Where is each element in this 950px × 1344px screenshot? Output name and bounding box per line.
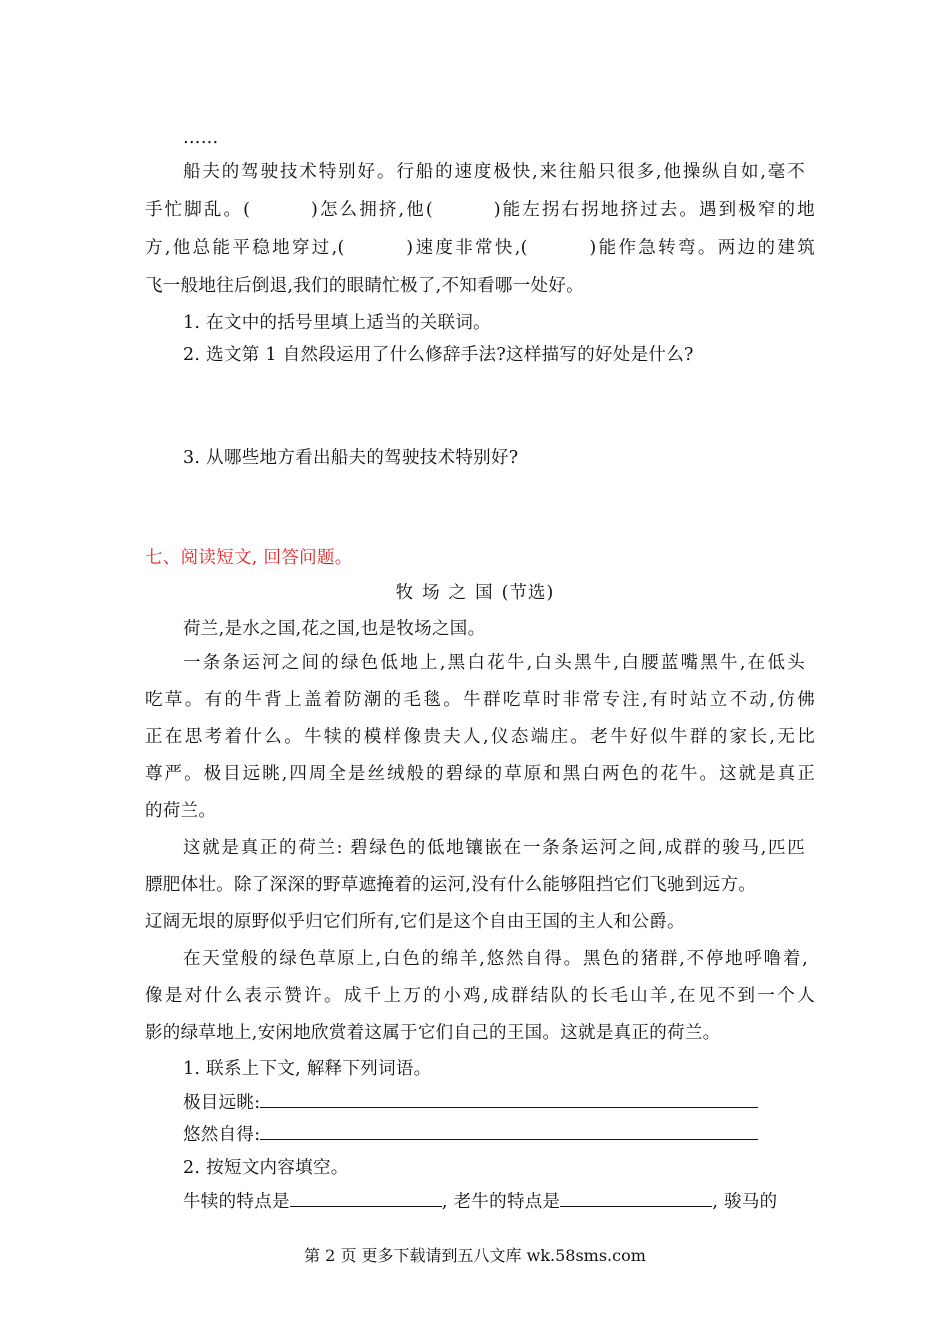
term-1-row xyxy=(183,1091,853,1115)
page-footer: 第 2 页 更多下载请到五八文库 wk.58sms.com xyxy=(304,1246,646,1265)
paragraph-2-line-1: 一条条运河之间的绿色低地上,黑白花牛,白头黑牛,白腰蓝嘴黑牛,在低头 xyxy=(183,653,805,673)
paragraph-2-line-3: 正在思考着什么。牛犊的模样像贵夫人,仪态端庄。老牛好似牛群的家长,无比 xyxy=(145,727,815,747)
fill-text-c: , 骏马的 xyxy=(712,1192,778,1212)
passage1-line-2: 手忙脚乱。( )怎么拥挤,他( )能左拐右拐地挤过去。遇到极窄的地 xyxy=(145,200,815,220)
passage-title-main: 牧场之国 xyxy=(395,583,502,603)
question-3: 3. 从哪些地方看出船夫的驾驶技术特别好? xyxy=(183,448,519,468)
paragraph-3-line-2: 膘肥体壮。除了深深的野草遮掩着的运河,没有什么能够阻挡它们飞驰到远方。 xyxy=(145,875,757,895)
fill-row xyxy=(183,1190,853,1214)
paragraph-1: 荷兰,是水之国,花之国,也是牧场之国。 xyxy=(183,619,486,639)
fill-text-a: 牛犊的特点是 xyxy=(183,1192,290,1212)
paragraph-4-line-3: 影的绿草地上,安闲地欣赏着这属于它们自己的王国。这就是真正的荷兰。 xyxy=(145,1023,721,1043)
paragraph-2-line-4: 尊严。极目远眺,四周全是丝绒般的碧绿的草原和黑白两色的花牛。这就是真正 xyxy=(145,764,815,784)
term-1-label: 极目远眺: xyxy=(183,1093,261,1113)
calf-trait-blank[interactable] xyxy=(290,1190,442,1207)
paragraph-4-line-2: 像是对什么表示赞许。成千上万的小鸡,成群结队的长毛山羊,在见不到一个人 xyxy=(145,986,815,1006)
question-7-2: 2. 按短文内容填空。 xyxy=(183,1158,349,1178)
ellipsis: …… xyxy=(183,128,219,148)
term-1-answer-blank[interactable] xyxy=(260,1091,758,1108)
term-2-answer-blank[interactable] xyxy=(260,1123,758,1140)
fill-text-b: , 老牛的特点是 xyxy=(441,1192,561,1212)
paragraph-3-line-3: 辽阔无垠的原野似乎归它们所有,它们是这个自由王国的主人和公爵。 xyxy=(145,912,685,932)
passage1-line-4: 飞一般地往后倒退,我们的眼睛忙极了,不知看哪一处好。 xyxy=(145,276,584,296)
passage1-line-1: 船夫的驾驶技术特别好。行船的速度极快,来往船只很多,他操纵自如,毫不 xyxy=(183,162,805,182)
term-2-label: 悠然自得: xyxy=(183,1125,261,1145)
question-2: 2. 选文第 1 自然段运用了什么修辞手法?这样描写的好处是什么? xyxy=(183,345,694,365)
passage1-line-3: 方,他总能平稳地穿过,( )速度非常快,( )能作急转弯。两边的建筑 xyxy=(145,238,815,258)
paragraph-2-line-2: 吃草。有的牛背上盖着防潮的毛毯。牛群吃草时非常专注,有时站立不动,仿佛 xyxy=(145,690,815,710)
question-1: 1. 在文中的括号里填上适当的关联词。 xyxy=(183,313,491,333)
paragraph-2-line-5: 的荷兰。 xyxy=(145,801,217,821)
passage-title xyxy=(0,581,950,605)
paragraph-4-line-1: 在天堂般的绿色草原上,白色的绵羊,悠然自得。黑色的猪群,不停地呼噜着, xyxy=(183,949,808,969)
old-cow-trait-blank[interactable] xyxy=(560,1190,712,1207)
question-7-1: 1. 联系上下文, 解释下列词语。 xyxy=(183,1059,432,1079)
section-7-heading: 七、阅读短文, 回答问题。 xyxy=(145,548,353,568)
passage-title-note: (节选) xyxy=(501,583,555,603)
paragraph-3-line-1: 这就是真正的荷兰: 碧绿色的低地镶嵌在一条条运河之间,成群的骏马,匹匹 xyxy=(183,838,805,858)
term-2-row xyxy=(183,1123,853,1147)
